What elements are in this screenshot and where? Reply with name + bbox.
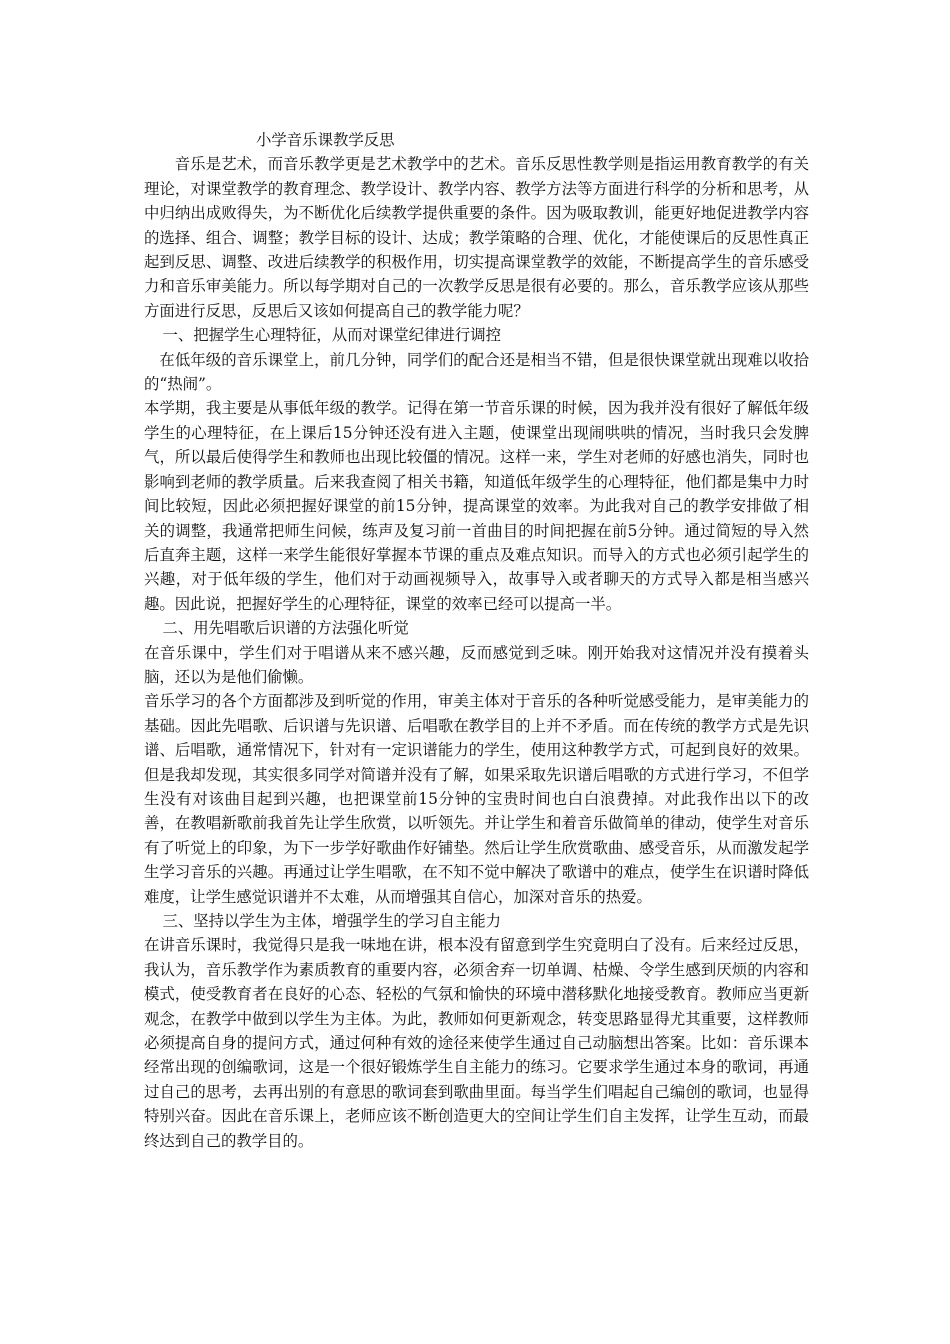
section-2-heading: 二、用先唱歌后识谱的方法强化听觉 [162,619,409,638]
section-1-paragraph-1: 在低年级的音乐课堂上，前几分钟，同学们的配合还是相当不错，但是很快课堂就出现难以收拾的“热闹”。 [144,350,809,394]
section-2-paragraph-2: 音乐学习的各个方面都涉及到听觉的作用，审美主体对于音乐的各种听觉感受能力，是审美能力的基础。因此先唱歌、后识谱与先识谱、后唱歌在教学目的上并不矛盾。而在传统的教学方式是先识谱、后唱歌，通常情况下，针对有一定识谱能力的学生，使用这种教学方式，可起到良好的效果。但是我却发现，其实很多同学对简谱并没有了解，如果采取先识谱后唱歌的方式进行学习，不但学生没有对该曲目起到兴趣，也把课堂前15分钟的宝贵时间也白白浪费掉。对此我作出以下的改善，在教唱新歌前我首先让学生欣赏，以听领先。并让学生和着音乐做简单的律动，使学生对音乐有了听觉上的印象，为下一步学好歌曲作好铺垫。然后让学生欣赏歌曲、感受音乐，从而激发起学生学习音乐的兴趣。再通过让学生唱歌，在不知不觉中解决了歌谱中的难点，使学生在识谱时降低难度，让学生感觉识谱并不太难，从而增强其自信心，加深对音乐的热爱。 [144,692,809,906]
section-1-paragraph-2: 本学期，我主要是从事低年级的教学。记得在第一节音乐课的时候，因为我并没有很好了解低年级学生的心理特征，在上课后15分钟还没有进入主题，使课堂出现闹哄哄的情况，当时我只会发脾气，所以最后使得学生和教师也出现比较僵的情况。这样一来，学生对老师的好感也消失，同时也影响到老师的教学质量。后来我查阅了相关书籍，知道低年级学生的心理特征，他们都是集中力时间比较短，因此必须把握好课堂的前15分钟，提高课堂的效率。为此我对自己的教学安排做了相关的调整，我通常把师生问候，练声及复习前一首曲目的时间把握在前5分钟。通过简短的导入然后直奔主题，这样一来学生能很好掌握本节课的重点及难点知识。而导入的方式也必须引起学生的兴趣，对于低年级的学生，他们对于动画视频导入，故事导入或者聊天的方式导入都是相当感兴趣。因此说，把握好学生的心理特征，课堂的效率已经可以提高一半。 [144,399,809,613]
document-title: 小学音乐课教学反思 [256,131,395,149]
section-2-paragraph-1: 在音乐课中，学生们对于唱谱从来不感兴趣，反而感觉到乏味。刚开始我对这情况并没有摸着头脑，还以为是他们偷懒。 [144,643,809,686]
section-3-heading: 三、坚持以学生为主体，增强学生的学习自主能力 [162,912,502,930]
section-1-heading: 一、把握学生心理特征，从而对课堂纪律进行调控 [162,326,502,345]
document-body [144,128,809,1153]
intro-paragraph: 音乐是艺术，而音乐教学更是艺术教学中的艺术。音乐反思性教学则是指运用教育教学的有关理论，对课堂教学的教育理念、教学设计、教学内容、教学方法等方面进行科学的分析和思考，从中归纳出成败得失，为不断优化后续教学提供重要的条件。因为吸取教训，能更好地促进教学内容的选择、组合、调整；教学目标的设计、达成；教学策略的合理、优化，才能使课后的反思性真正起到反思、调整、改进后续教学的积极作用，切实提高课堂教学的效能，不断提高学生的音乐感受力和音乐审美能力。所以每学期对自己的一次教学反思是很有必要的。那么，音乐教学应该从那些方面进行反思，反思后又该如何提高自己的教学能力呢？ [144,155,809,320]
section-3-paragraph-1: 在讲音乐课时，我觉得只是我一味地在讲，根本没有留意到学生究竟明白了没有。后来经过反思，我认为，音乐教学作为素质教育的重要内容，必须舍弃一切单调、枯燥、令学生感到厌烦的内容和模式，使受教育者在良好的心态、轻松的气氛和愉快的环境中潜移默化地接受教育。教师应当更新观念，在教学中做到以学生为主体。为此，教师如何更新观念，转变思路显得尤其重要，这样教师必须提高自身的提问方式，通过何种有效的途径来使学生通过自己动脑想出答案。比如：音乐课本经常出现的创编歌词，这是一个很好锻炼学生自主能力的练习。它要求学生通过本身的歌词，再通过自己的思考，去再出别的有意思的歌词套到歌曲里面。每当学生们唱起自己编创的歌词，也显得特别兴奋。因此在音乐课上，老师应该不断创造更大的空间让学生们自主发挥，让学生互动，而最终达到自己的教学目的。 [144,936,809,1150]
